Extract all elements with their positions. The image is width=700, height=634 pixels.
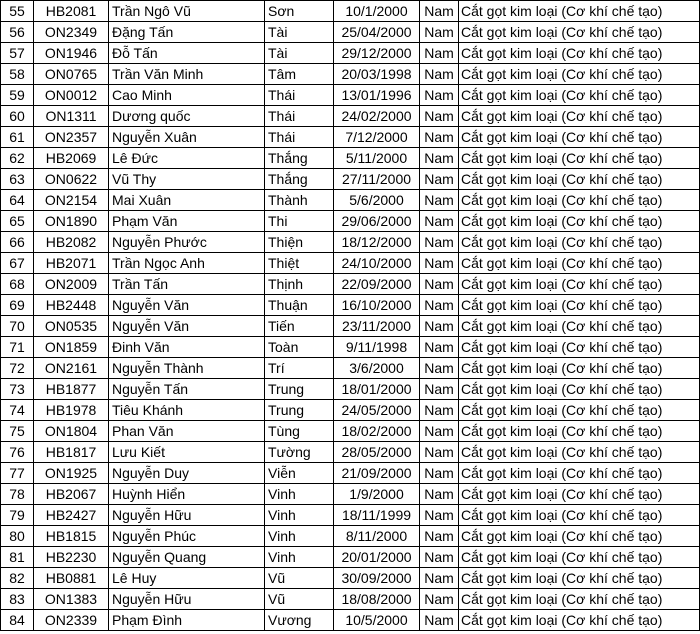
date-of-birth-cell: 9/11/1998 <box>334 337 420 358</box>
surname-middle-name-cell: Lê Huy <box>109 568 265 589</box>
row-number-cell: 55 <box>1 1 34 22</box>
gender-cell: Nam <box>420 106 459 127</box>
student-code-cell: HB2067 <box>34 484 109 505</box>
student-code-cell: HB2082 <box>34 232 109 253</box>
table-row <box>1 64 700 85</box>
row-number-cell: 62 <box>1 148 34 169</box>
student-code-cell: HB2069 <box>34 148 109 169</box>
gender-cell: Nam <box>420 148 459 169</box>
surname-middle-name-cell: Trần Văn Minh <box>109 64 265 85</box>
gender-cell: Nam <box>420 421 459 442</box>
given-name-cell: Tâm <box>265 64 334 85</box>
student-code-cell: HB2427 <box>34 505 109 526</box>
major-cell: Cắt gọt kim loại (Cơ khí chế tạo) <box>459 64 700 85</box>
gender-cell: Nam <box>420 43 459 64</box>
surname-middle-name-cell: Phan Văn <box>109 421 265 442</box>
surname-middle-name-cell: Trần Ngọc Anh <box>109 253 265 274</box>
given-name-cell: Tài <box>265 43 334 64</box>
student-code-cell: ON1311 <box>34 106 109 127</box>
student-code-cell: HB2081 <box>34 1 109 22</box>
major-cell: Cắt gọt kim loại (Cơ khí chế tạo) <box>459 379 700 400</box>
surname-middle-name-cell: Nguyễn Phúc <box>109 526 265 547</box>
surname-middle-name-cell: Vũ Thy <box>109 169 265 190</box>
major-cell: Cắt gọt kim loại (Cơ khí chế tạo) <box>459 505 700 526</box>
surname-middle-name-cell: Đặng Tấn <box>109 22 265 43</box>
date-of-birth-cell: 18/01/2000 <box>334 379 420 400</box>
table-row <box>1 106 700 127</box>
gender-cell: Nam <box>420 568 459 589</box>
major-cell: Cắt gọt kim loại (Cơ khí chế tạo) <box>459 169 700 190</box>
gender-cell: Nam <box>420 547 459 568</box>
student-code-cell: HB2071 <box>34 253 109 274</box>
table-row <box>1 379 700 400</box>
date-of-birth-cell: 8/11/2000 <box>334 526 420 547</box>
student-code-cell: ON1859 <box>34 337 109 358</box>
date-of-birth-cell: 25/04/2000 <box>334 22 420 43</box>
surname-middle-name-cell: Nguyễn Tấn <box>109 379 265 400</box>
date-of-birth-cell: 18/12/2000 <box>334 232 420 253</box>
table-row <box>1 1 700 22</box>
date-of-birth-cell: 5/11/2000 <box>334 148 420 169</box>
major-cell: Cắt gọt kim loại (Cơ khí chế tạo) <box>459 610 700 631</box>
date-of-birth-cell: 18/02/2000 <box>334 421 420 442</box>
surname-middle-name-cell: Nguyễn Quang <box>109 547 265 568</box>
student-code-cell: ON0012 <box>34 85 109 106</box>
date-of-birth-cell: 5/6/2000 <box>334 190 420 211</box>
table-row <box>1 169 700 190</box>
major-cell: Cắt gọt kim loại (Cơ khí chế tạo) <box>459 106 700 127</box>
table-row <box>1 400 700 421</box>
given-name-cell: Thi <box>265 211 334 232</box>
row-number-cell: 83 <box>1 589 34 610</box>
given-name-cell: Tùng <box>265 421 334 442</box>
row-number-cell: 81 <box>1 547 34 568</box>
surname-middle-name-cell: Nguyễn Văn <box>109 295 265 316</box>
gender-cell: Nam <box>420 169 459 190</box>
table-row <box>1 610 700 631</box>
row-number-cell: 56 <box>1 22 34 43</box>
row-number-cell: 79 <box>1 505 34 526</box>
table-row <box>1 547 700 568</box>
student-code-cell: HB1877 <box>34 379 109 400</box>
date-of-birth-cell: 18/11/1999 <box>334 505 420 526</box>
major-cell: Cắt gọt kim loại (Cơ khí chế tạo) <box>459 211 700 232</box>
student-code-cell: HB2230 <box>34 547 109 568</box>
gender-cell: Nam <box>420 232 459 253</box>
surname-middle-name-cell: Tiêu Khánh <box>109 400 265 421</box>
gender-cell: Nam <box>420 64 459 85</box>
given-name-cell: Thiệt <box>265 253 334 274</box>
student-code-cell: ON2154 <box>34 190 109 211</box>
gender-cell: Nam <box>420 253 459 274</box>
surname-middle-name-cell: Nguyễn Phước <box>109 232 265 253</box>
date-of-birth-cell: 16/10/2000 <box>334 295 420 316</box>
surname-middle-name-cell: Nguyễn Thành <box>109 358 265 379</box>
row-number-cell: 74 <box>1 400 34 421</box>
date-of-birth-cell: 29/06/2000 <box>334 211 420 232</box>
date-of-birth-cell: 24/05/2000 <box>334 400 420 421</box>
major-cell: Cắt gọt kim loại (Cơ khí chế tạo) <box>459 484 700 505</box>
table-row <box>1 358 700 379</box>
row-number-cell: 75 <box>1 421 34 442</box>
student-code-cell: HB1815 <box>34 526 109 547</box>
row-number-cell: 77 <box>1 463 34 484</box>
row-number-cell: 71 <box>1 337 34 358</box>
student-code-cell: ON1383 <box>34 589 109 610</box>
date-of-birth-cell: 23/11/2000 <box>334 316 420 337</box>
given-name-cell: Vinh <box>265 547 334 568</box>
major-cell: Cắt gọt kim loại (Cơ khí chế tạo) <box>459 442 700 463</box>
surname-middle-name-cell: Đỗ Tấn <box>109 43 265 64</box>
row-number-cell: 66 <box>1 232 34 253</box>
gender-cell: Nam <box>420 463 459 484</box>
gender-cell: Nam <box>420 589 459 610</box>
gender-cell: Nam <box>420 316 459 337</box>
gender-cell: Nam <box>420 505 459 526</box>
date-of-birth-cell: 10/5/2000 <box>334 610 420 631</box>
given-name-cell: Vũ <box>265 589 334 610</box>
table-row <box>1 589 700 610</box>
table-row <box>1 274 700 295</box>
surname-middle-name-cell: Mai Xuân <box>109 190 265 211</box>
surname-middle-name-cell: Nguyễn Văn <box>109 316 265 337</box>
given-name-cell: Vinh <box>265 526 334 547</box>
major-cell: Cắt gọt kim loại (Cơ khí chế tạo) <box>459 148 700 169</box>
surname-middle-name-cell: Nguyễn Duy <box>109 463 265 484</box>
given-name-cell: Thái <box>265 106 334 127</box>
gender-cell: Nam <box>420 274 459 295</box>
major-cell: Cắt gọt kim loại (Cơ khí chế tạo) <box>459 358 700 379</box>
row-number-cell: 84 <box>1 610 34 631</box>
student-code-cell: ON2357 <box>34 127 109 148</box>
given-name-cell: Thành <box>265 190 334 211</box>
surname-middle-name-cell: Nguyễn Hữu <box>109 505 265 526</box>
table-row <box>1 505 700 526</box>
table-row <box>1 85 700 106</box>
date-of-birth-cell: 3/6/2000 <box>334 358 420 379</box>
surname-middle-name-cell: Phạm Văn <box>109 211 265 232</box>
given-name-cell: Vương <box>265 610 334 631</box>
surname-middle-name-cell: Trần Tấn <box>109 274 265 295</box>
student-code-cell: ON1890 <box>34 211 109 232</box>
major-cell: Cắt gọt kim loại (Cơ khí chế tạo) <box>459 421 700 442</box>
surname-middle-name-cell: Huỳnh Hiển <box>109 484 265 505</box>
major-cell: Cắt gọt kim loại (Cơ khí chế tạo) <box>459 43 700 64</box>
row-number-cell: 70 <box>1 316 34 337</box>
row-number-cell: 76 <box>1 442 34 463</box>
date-of-birth-cell: 10/1/2000 <box>334 1 420 22</box>
gender-cell: Nam <box>420 610 459 631</box>
row-number-cell: 82 <box>1 568 34 589</box>
student-code-cell: ON2009 <box>34 274 109 295</box>
gender-cell: Nam <box>420 526 459 547</box>
table-row <box>1 526 700 547</box>
major-cell: Cắt gọt kim loại (Cơ khí chế tạo) <box>459 526 700 547</box>
date-of-birth-cell: 28/05/2000 <box>334 442 420 463</box>
gender-cell: Nam <box>420 295 459 316</box>
surname-middle-name-cell: Trần Ngô Vũ <box>109 1 265 22</box>
major-cell: Cắt gọt kim loại (Cơ khí chế tạo) <box>459 274 700 295</box>
surname-middle-name-cell: Cao Minh <box>109 85 265 106</box>
gender-cell: Nam <box>420 190 459 211</box>
date-of-birth-cell: 21/09/2000 <box>334 463 420 484</box>
date-of-birth-cell: 27/11/2000 <box>334 169 420 190</box>
row-number-cell: 78 <box>1 484 34 505</box>
row-number-cell: 60 <box>1 106 34 127</box>
major-cell: Cắt gọt kim loại (Cơ khí chế tạo) <box>459 232 700 253</box>
date-of-birth-cell: 18/08/2000 <box>334 589 420 610</box>
student-code-cell: HB1978 <box>34 400 109 421</box>
student-code-cell: HB0881 <box>34 568 109 589</box>
student-code-cell: ON1925 <box>34 463 109 484</box>
gender-cell: Nam <box>420 22 459 43</box>
date-of-birth-cell: 30/09/2000 <box>334 568 420 589</box>
major-cell: Cắt gọt kim loại (Cơ khí chế tạo) <box>459 253 700 274</box>
student-code-cell: HB1817 <box>34 442 109 463</box>
given-name-cell: Thái <box>265 127 334 148</box>
row-number-cell: 58 <box>1 64 34 85</box>
given-name-cell: Vinh <box>265 484 334 505</box>
student-code-cell: HB2448 <box>34 295 109 316</box>
given-name-cell: Thái <box>265 85 334 106</box>
given-name-cell: Trí <box>265 358 334 379</box>
table-row <box>1 43 700 64</box>
given-name-cell: Thuận <box>265 295 334 316</box>
date-of-birth-cell: 13/01/1996 <box>334 85 420 106</box>
major-cell: Cắt gọt kim loại (Cơ khí chế tạo) <box>459 547 700 568</box>
gender-cell: Nam <box>420 127 459 148</box>
row-number-cell: 65 <box>1 211 34 232</box>
student-code-cell: ON0535 <box>34 316 109 337</box>
table-row <box>1 421 700 442</box>
gender-cell: Nam <box>420 379 459 400</box>
major-cell: Cắt gọt kim loại (Cơ khí chế tạo) <box>459 337 700 358</box>
row-number-cell: 72 <box>1 358 34 379</box>
gender-cell: Nam <box>420 85 459 106</box>
row-number-cell: 67 <box>1 253 34 274</box>
gender-cell: Nam <box>420 337 459 358</box>
student-code-cell: ON2349 <box>34 22 109 43</box>
date-of-birth-cell: 7/12/2000 <box>334 127 420 148</box>
major-cell: Cắt gọt kim loại (Cơ khí chế tạo) <box>459 127 700 148</box>
gender-cell: Nam <box>420 358 459 379</box>
given-name-cell: Tài <box>265 22 334 43</box>
major-cell: Cắt gọt kim loại (Cơ khí chế tạo) <box>459 463 700 484</box>
student-code-cell: ON1804 <box>34 421 109 442</box>
table-row <box>1 211 700 232</box>
surname-middle-name-cell: Nguyễn Hữu <box>109 589 265 610</box>
row-number-cell: 80 <box>1 526 34 547</box>
row-number-cell: 64 <box>1 190 34 211</box>
major-cell: Cắt gọt kim loại (Cơ khí chế tạo) <box>459 22 700 43</box>
given-name-cell: Tiến <box>265 316 334 337</box>
major-cell: Cắt gọt kim loại (Cơ khí chế tạo) <box>459 400 700 421</box>
given-name-cell: Vũ <box>265 568 334 589</box>
given-name-cell: Toàn <box>265 337 334 358</box>
given-name-cell: Sơn <box>265 1 334 22</box>
given-name-cell: Tường <box>265 442 334 463</box>
student-code-cell: ON2161 <box>34 358 109 379</box>
table-row <box>1 442 700 463</box>
given-name-cell: Thắng <box>265 169 334 190</box>
table-row <box>1 337 700 358</box>
date-of-birth-cell: 24/10/2000 <box>334 253 420 274</box>
date-of-birth-cell: 1/9/2000 <box>334 484 420 505</box>
date-of-birth-cell: 20/03/1998 <box>334 64 420 85</box>
row-number-cell: 63 <box>1 169 34 190</box>
date-of-birth-cell: 22/09/2000 <box>334 274 420 295</box>
gender-cell: Nam <box>420 1 459 22</box>
given-name-cell: Trung <box>265 400 334 421</box>
date-of-birth-cell: 20/01/2000 <box>334 547 420 568</box>
major-cell: Cắt gọt kim loại (Cơ khí chế tạo) <box>459 1 700 22</box>
table-row <box>1 22 700 43</box>
major-cell: Cắt gọt kim loại (Cơ khí chế tạo) <box>459 190 700 211</box>
table-row <box>1 316 700 337</box>
surname-middle-name-cell: Lưu Kiết <box>109 442 265 463</box>
student-code-cell: ON0622 <box>34 169 109 190</box>
surname-middle-name-cell: Phạm Đình <box>109 610 265 631</box>
table-row <box>1 484 700 505</box>
table-body <box>1 1 700 631</box>
table-row <box>1 232 700 253</box>
date-of-birth-cell: 24/02/2000 <box>334 106 420 127</box>
table-row <box>1 190 700 211</box>
gender-cell: Nam <box>420 484 459 505</box>
given-name-cell: Thịnh <box>265 274 334 295</box>
table-row <box>1 463 700 484</box>
row-number-cell: 73 <box>1 379 34 400</box>
table-row <box>1 253 700 274</box>
student-code-cell: ON1946 <box>34 43 109 64</box>
major-cell: Cắt gọt kim loại (Cơ khí chế tạo) <box>459 316 700 337</box>
major-cell: Cắt gọt kim loại (Cơ khí chế tạo) <box>459 85 700 106</box>
gender-cell: Nam <box>420 442 459 463</box>
row-number-cell: 57 <box>1 43 34 64</box>
surname-middle-name-cell: Nguyễn Xuân <box>109 127 265 148</box>
surname-middle-name-cell: Lê Đức <box>109 148 265 169</box>
table-row <box>1 568 700 589</box>
given-name-cell: Thiện <box>265 232 334 253</box>
gender-cell: Nam <box>420 211 459 232</box>
table-row <box>1 127 700 148</box>
given-name-cell: Viễn <box>265 463 334 484</box>
given-name-cell: Trung <box>265 379 334 400</box>
date-of-birth-cell: 29/12/2000 <box>334 43 420 64</box>
given-name-cell: Vinh <box>265 505 334 526</box>
table-row <box>1 148 700 169</box>
student-code-cell: ON0765 <box>34 64 109 85</box>
gender-cell: Nam <box>420 400 459 421</box>
table-row <box>1 295 700 316</box>
major-cell: Cắt gọt kim loại (Cơ khí chế tạo) <box>459 589 700 610</box>
row-number-cell: 68 <box>1 274 34 295</box>
row-number-cell: 69 <box>1 295 34 316</box>
major-cell: Cắt gọt kim loại (Cơ khí chế tạo) <box>459 568 700 589</box>
major-cell: Cắt gọt kim loại (Cơ khí chế tạo) <box>459 295 700 316</box>
student-code-cell: ON2339 <box>34 610 109 631</box>
given-name-cell: Thắng <box>265 148 334 169</box>
surname-middle-name-cell: Đinh Văn <box>109 337 265 358</box>
row-number-cell: 61 <box>1 127 34 148</box>
row-number-cell: 59 <box>1 85 34 106</box>
surname-middle-name-cell: Dương quốc <box>109 106 265 127</box>
